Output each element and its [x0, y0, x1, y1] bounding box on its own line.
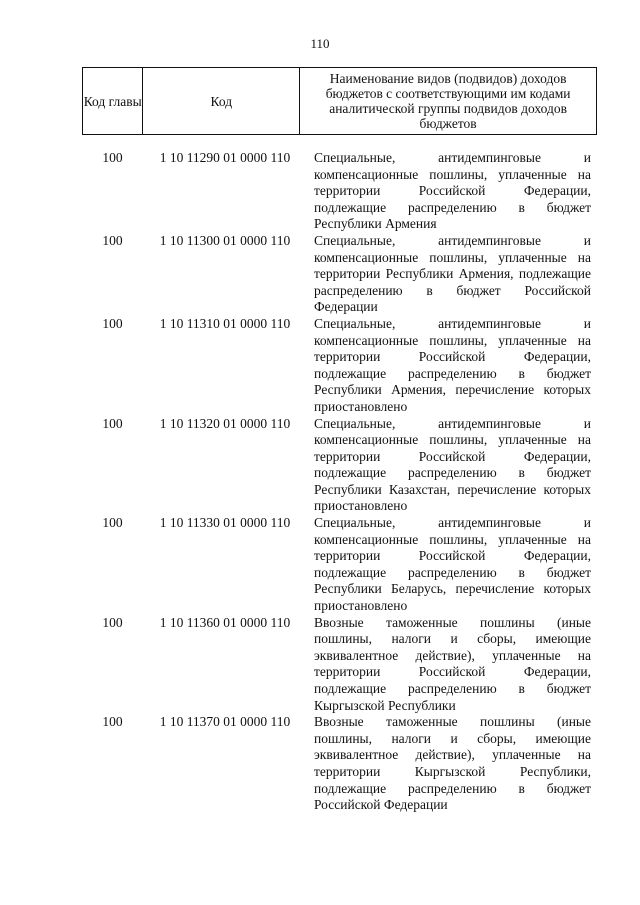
column-header-table: [82, 67, 597, 135]
chapter-code-cell: 100: [102, 515, 123, 531]
column-header-row: [83, 68, 597, 135]
code-cell: 1 10 11290 01 0000 110: [159, 150, 291, 165]
chapter-code-cell: 100: [102, 415, 123, 431]
table-row: [82, 515, 597, 615]
table-row: [82, 416, 597, 516]
income-codes-list: [82, 150, 597, 814]
chapter-code-cell: 100: [102, 232, 123, 248]
code-cell: 1 10 11330 01 0000 110: [159, 515, 291, 531]
code-cell: 1 10 11360 01 0000 110: [159, 614, 291, 630]
code-cell: 1 10 11320 01 0000 110: [159, 415, 291, 431]
income-name-cell: Специальные, антидемпинговые и компенсационные пошлины, уплаченные на территории Российской Федерации, подлежащие распределению в бюджет Республики Беларусь, перечисление которых приостановлено: [314, 515, 591, 614]
header-income-name: Наименование видов (подвидов) доходов бюджетов с соответствующими им кодами аналитической группы подвидов доходов бюджетов: [300, 68, 597, 135]
chapter-code-cell: 100: [102, 315, 123, 331]
table-row: [82, 150, 597, 233]
table-row: [82, 714, 597, 814]
chapter-code-cell: 100: [102, 614, 123, 630]
page-number: 110: [310, 36, 330, 51]
table-row: [82, 316, 597, 416]
income-name-cell: Специальные, антидемпинговые и компенсационные пошлины, уплаченные на территории Российской Федерации, подлежащие распределению в бюджет Республики Армения: [314, 150, 591, 232]
income-name-cell: Специальные, антидемпинговые и компенсационные пошлины, уплаченные на территории Российской Федерации, подлежащие распределению в бюджет Республики Армения, перечисление которых приостановлено: [314, 315, 591, 414]
income-name-cell: Ввозные таможенные пошлины (иные пошлины, налоги и сборы, имеющие эквивалентное действие), уплаченные на территории Российской Федерации, подлежащие распределению в бюджет Кыргызской Республики: [314, 614, 591, 713]
table-row: [82, 615, 597, 715]
table-row: [82, 233, 597, 316]
code-cell: 1 10 11370 01 0000 110: [159, 714, 291, 730]
income-name-cell: Специальные, антидемпинговые и компенсационные пошлины, уплаченные на территории Российской Федерации, подлежащие распределению в бюджет Республики Казахстан, перечисление которых приостановлено: [314, 415, 591, 514]
chapter-code-cell: 100: [102, 150, 123, 165]
code-cell: 1 10 11310 01 0000 110: [159, 315, 291, 331]
code-cell: 1 10 11300 01 0000 110: [159, 232, 291, 248]
income-name-cell: Специальные, антидемпинговые и компенсационные пошлины, уплаченные на территории Республики Армения, подлежащие распределению в бюджет Российской Федерации: [314, 232, 591, 315]
header-chapter-code: Код главы: [83, 68, 143, 135]
chapter-code-cell: 100: [102, 714, 123, 730]
header-code: Код: [143, 68, 300, 135]
income-name-cell: Ввозные таможенные пошлины (иные пошлины, налоги и сборы, имеющие эквивалентное действие), уплаченные на территории Кыргызской Республики, подлежащие распределению в бюджет Российской Федерации: [314, 714, 591, 813]
